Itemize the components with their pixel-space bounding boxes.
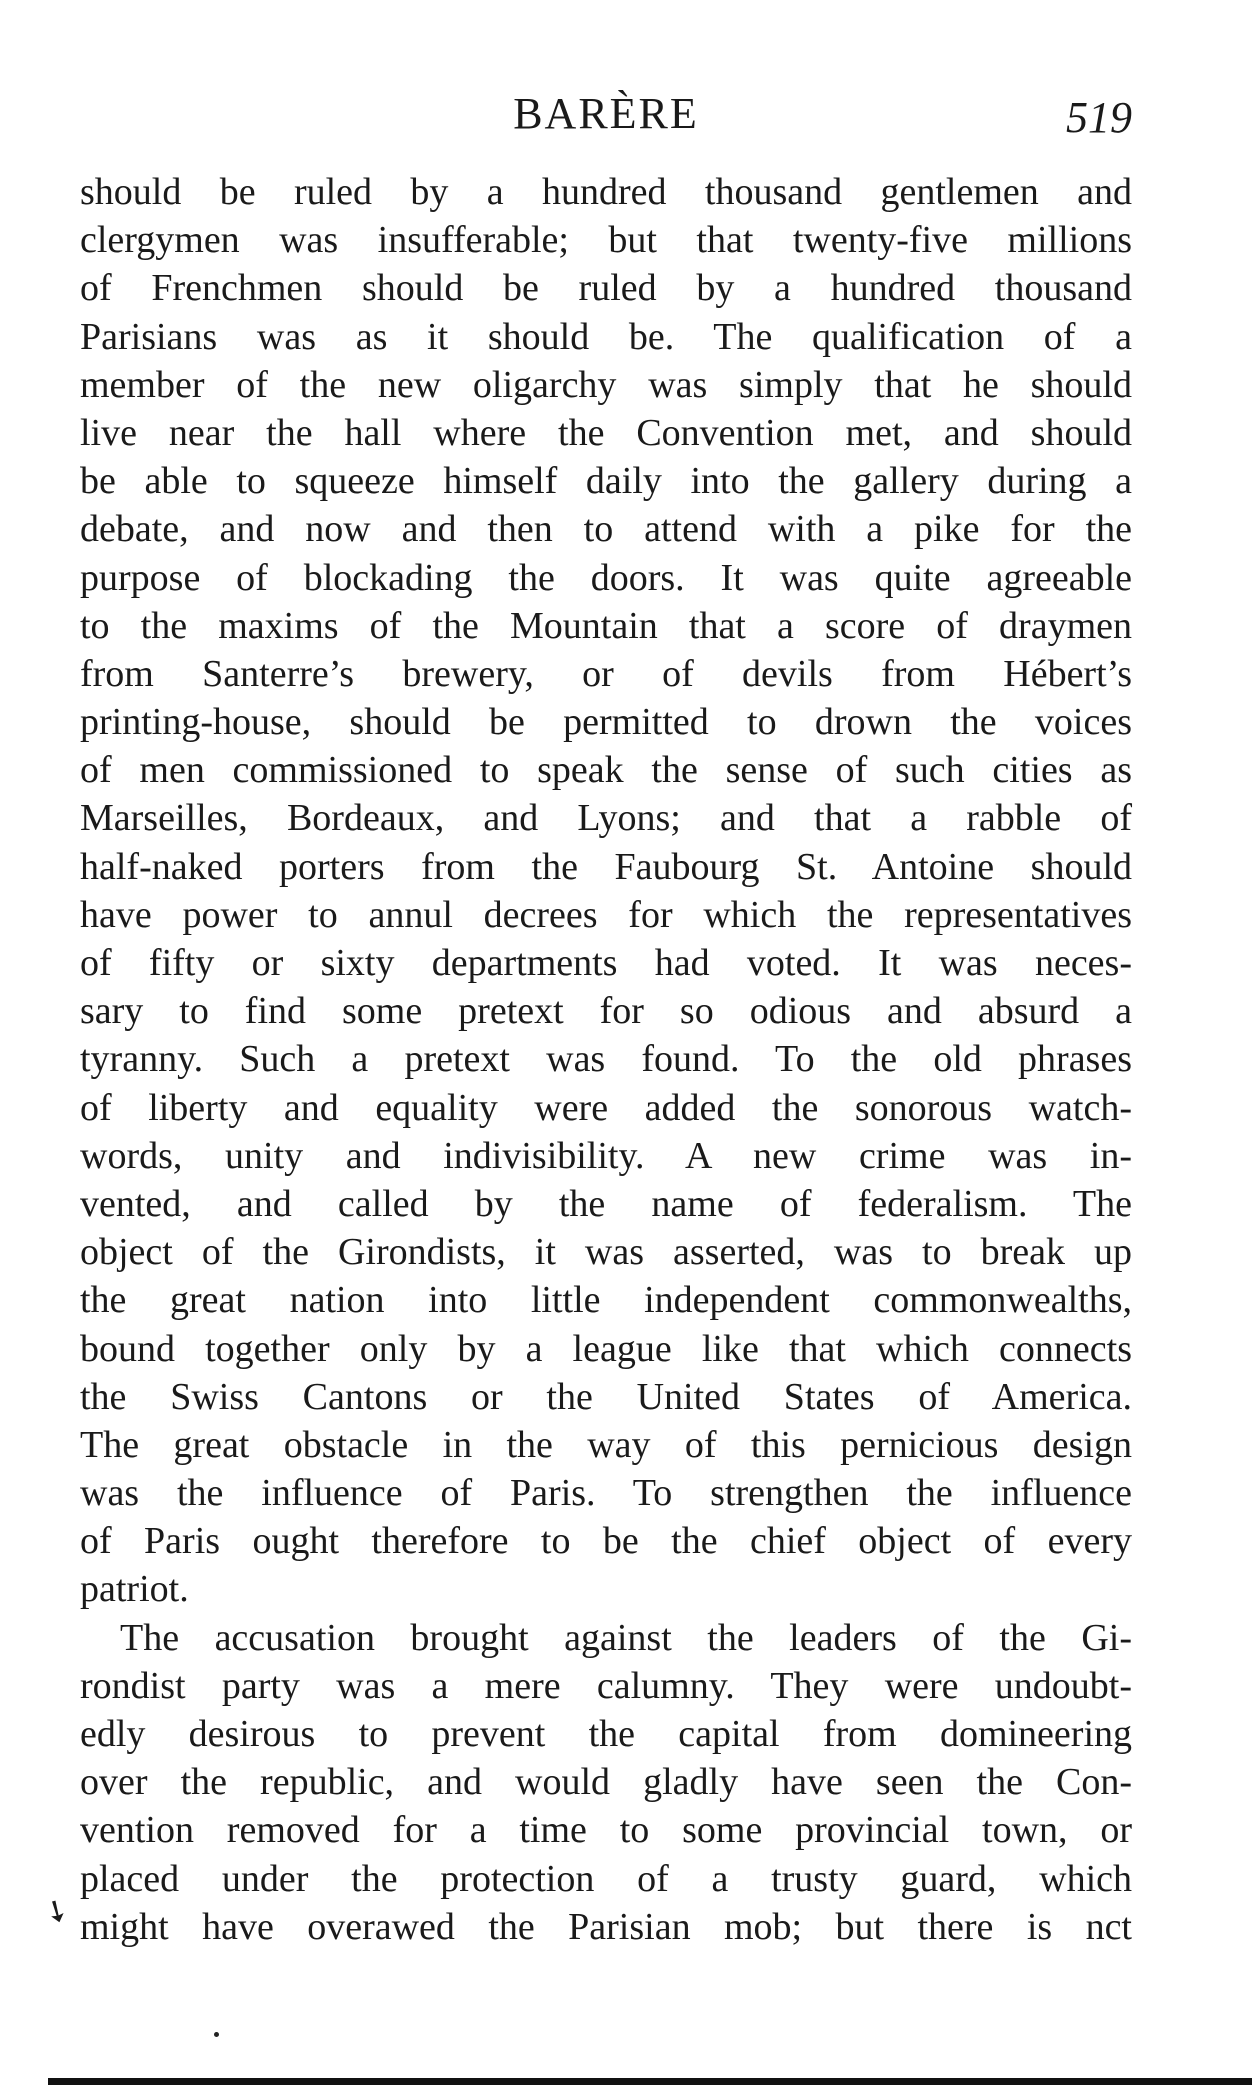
text-line: purpose of blockading the doors. It was quite agreeable xyxy=(80,556,1132,599)
text-line: tyranny. Such a pretext was found. To the old phrases xyxy=(80,1038,1132,1081)
text-line: might have overawed the Parisian mob; but there is nct xyxy=(80,1905,1132,1948)
text-line: be able to squeeze himself daily into the gallery during a xyxy=(80,460,1132,503)
text-line: vention removed for a time to some provincial town, or xyxy=(80,1809,1132,1852)
text-line: bound together only by a league like that which connects xyxy=(80,1327,1132,1370)
text-line: live near the hall where the Convention met, and should xyxy=(80,411,1132,454)
text-line: to the maxims of the Mountain that a score of draymen xyxy=(80,604,1132,647)
text-line: Parisians was as it should be. The qualification of a xyxy=(80,315,1132,358)
page-number: 519 xyxy=(1066,93,1132,142)
bottom-rule xyxy=(48,2078,1252,2085)
text-line: printing-house, should be permitted to drown the voices xyxy=(80,701,1132,744)
text-line: was the influence of Paris. To strengthen the influence xyxy=(80,1472,1132,1515)
text-line: the great nation into little independent commonwealths, xyxy=(80,1279,1132,1322)
running-head-title: BARÈRE xyxy=(513,89,699,138)
text-line: The great obstacle in the way of this pernicious design xyxy=(80,1423,1132,1466)
text-line: of fifty or sixty departments had voted. It was neces- xyxy=(80,942,1132,984)
text-line: patriot. xyxy=(80,1568,189,1611)
text-line: the Swiss Cantons or the United States of America. xyxy=(80,1375,1132,1418)
text-line: from Santerre’s brewery, or of devils from Hébert’s xyxy=(80,652,1132,695)
text-line: of Paris ought therefore to be the chief object of every xyxy=(80,1520,1132,1563)
text-line: Marseilles, Bordeaux, and Lyons; and that a rabble of xyxy=(80,797,1132,840)
text-line: The accusation brought against the leaders of the Gi- xyxy=(120,1616,1132,1659)
text-line: of liberty and equality were added the sonorous watch- xyxy=(80,1086,1132,1129)
text-line: placed under the protection of a trusty guard, which xyxy=(80,1857,1132,1900)
running-head xyxy=(80,88,1132,148)
text-line: edly desirous to prevent the capital from domineering xyxy=(80,1713,1132,1755)
text-line: of Frenchmen should be ruled by a hundred thousand xyxy=(80,267,1132,310)
text-line: clergymen was insufferable; but that twenty-five millions xyxy=(80,219,1132,262)
text-line: sary to find some pretext for so odious and absurd a xyxy=(80,990,1132,1033)
text-line: of men commissioned to speak the sense of such cities as xyxy=(80,749,1132,792)
text-line: object of the Girondists, it was asserted, was to break up xyxy=(80,1231,1132,1274)
text-line: debate, and now and then to attend with a pike for the xyxy=(80,508,1132,551)
text-line: should be ruled by a hundred thousand gentlemen and xyxy=(80,171,1132,213)
text-line: have power to annul decrees for which the representatives xyxy=(80,893,1132,936)
print-speck xyxy=(214,2032,219,2037)
text-line: member of the new oligarchy was simply that he should xyxy=(80,363,1132,406)
text-line: rondist party was a mere calumny. They were undoubt- xyxy=(80,1664,1132,1707)
body-text xyxy=(80,168,1132,1951)
text-line: vented, and called by the name of federalism. The xyxy=(80,1182,1132,1225)
text-line: half-naked porters from the Faubourg St. Antoine should xyxy=(80,845,1132,888)
text-line: over the republic, and would gladly have seen the Con- xyxy=(80,1761,1132,1804)
text-line: words, unity and indivisibility. A new crime was in- xyxy=(80,1134,1132,1177)
margin-arrow-icon: ➘ xyxy=(37,1890,76,1933)
